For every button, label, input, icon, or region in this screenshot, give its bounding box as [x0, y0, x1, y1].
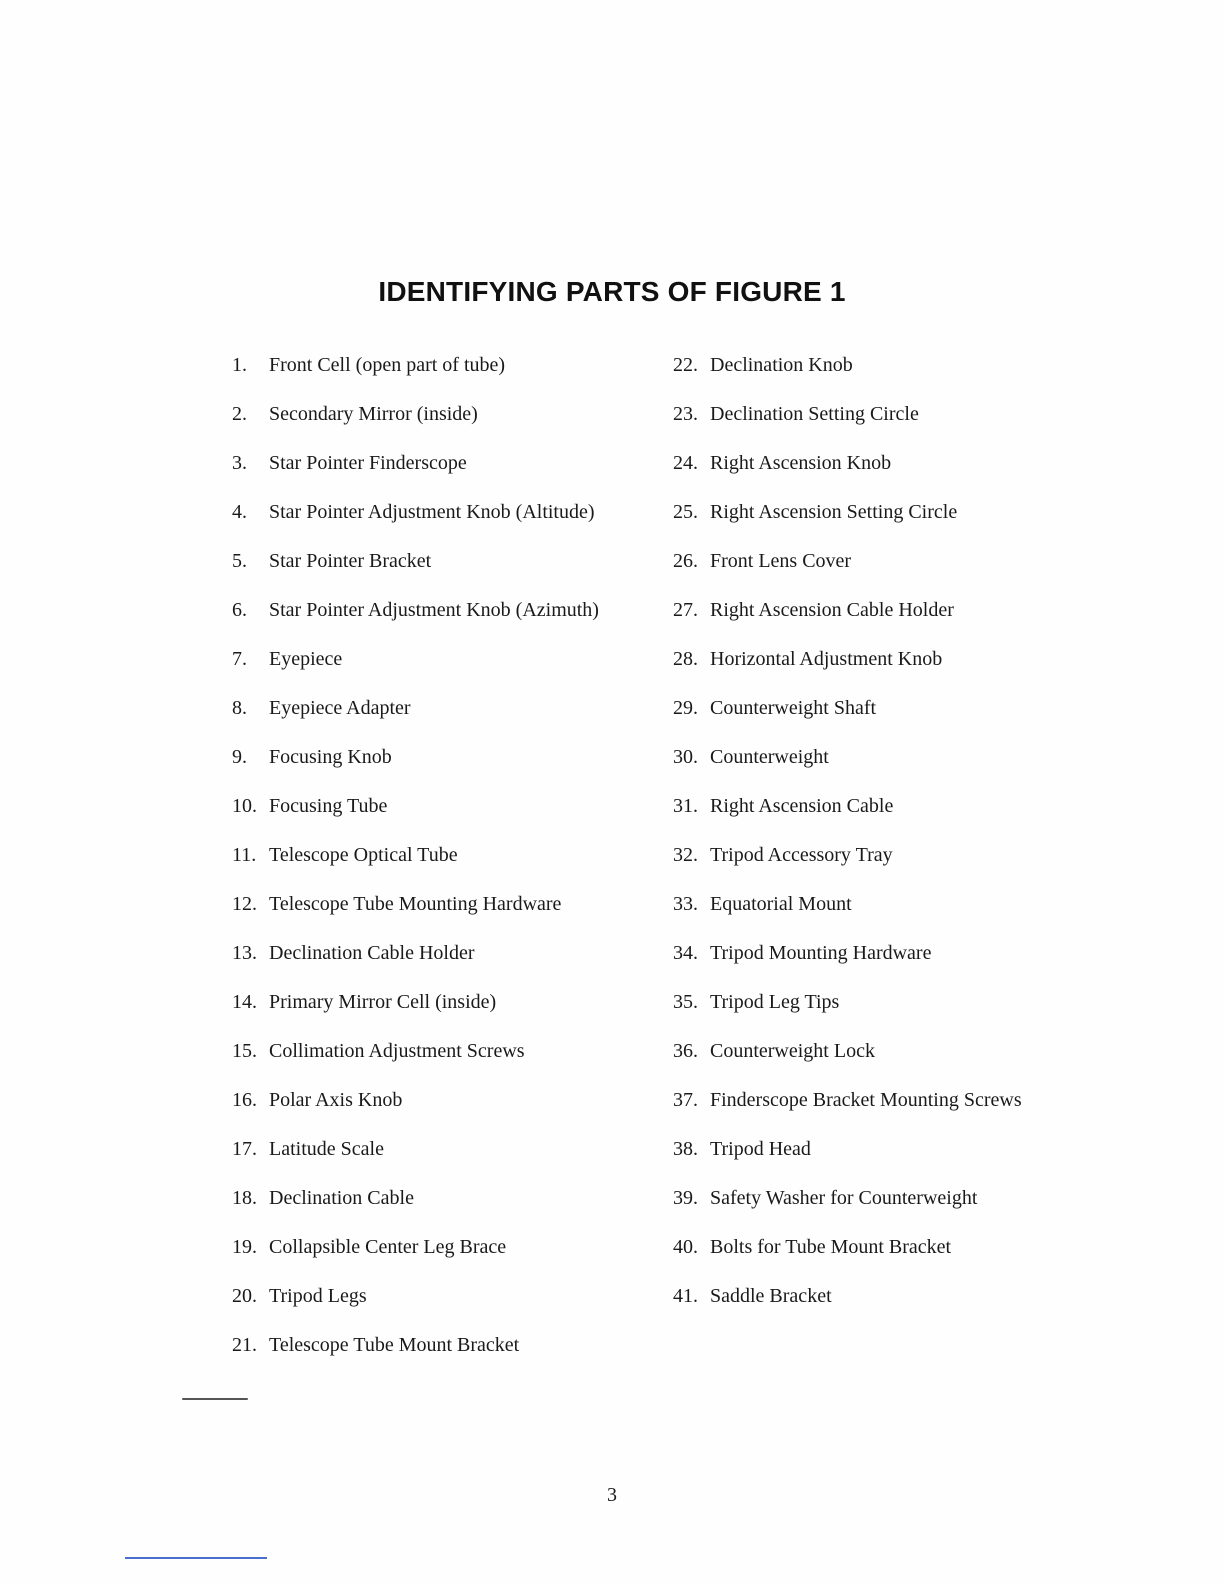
item-number: 28. [673, 648, 698, 670]
page-number: 3 [607, 1484, 617, 1506]
item-label: Primary Mirror Cell (inside) [269, 991, 497, 1013]
item-number: 15. [232, 1040, 257, 1062]
item-number: 20. [232, 1285, 257, 1307]
item-number: 29. [673, 697, 698, 719]
item-number: 30. [673, 746, 698, 768]
item-label: Focusing Knob [269, 746, 392, 768]
item-number: 33. [673, 893, 698, 915]
list-item [232, 890, 652, 939]
list-item [232, 939, 652, 988]
item-label: Latitude Scale [269, 1138, 384, 1160]
item-label: Front Cell (open part of tube) [269, 354, 506, 376]
list-item [673, 596, 1113, 645]
item-number: 40. [673, 1236, 698, 1258]
item-label: Collimation Adjustment Screws [269, 1040, 525, 1062]
list-item [673, 449, 1113, 498]
item-label: Eyepiece [269, 648, 343, 670]
bottom-rule [125, 1557, 267, 1559]
item-number: 13. [232, 942, 257, 964]
item-number: 41. [673, 1285, 698, 1307]
page-title: IDENTIFYING PARTS OF FIGURE 1 [378, 276, 846, 307]
list-item [673, 1184, 1113, 1233]
list-item [232, 1037, 652, 1086]
item-number: 2. [232, 403, 247, 425]
item-number: 37. [673, 1089, 698, 1111]
list-item [232, 1184, 652, 1233]
item-number: 25. [673, 501, 698, 523]
item-label: Tripod Mounting Hardware [710, 942, 932, 964]
list-item [232, 1233, 652, 1282]
list-item [232, 1086, 652, 1135]
item-label: Counterweight Lock [710, 1040, 875, 1062]
list-item [673, 1233, 1113, 1282]
list-item [232, 498, 652, 547]
list-item [232, 547, 652, 596]
item-number: 34. [673, 942, 698, 964]
list-item [232, 988, 652, 1037]
item-number: 8. [232, 697, 247, 719]
item-label: Counterweight [710, 746, 829, 768]
item-label: Star Pointer Adjustment Knob (Azimuth) [269, 599, 599, 621]
item-label: Tripod Legs [269, 1285, 367, 1307]
item-label: Telescope Tube Mounting Hardware [269, 893, 562, 915]
item-number: 9. [232, 746, 247, 768]
item-label: Tripod Head [710, 1138, 811, 1160]
item-number: 36. [673, 1040, 698, 1062]
scan-mark [182, 1398, 248, 1400]
item-number: 7. [232, 648, 247, 670]
item-number: 35. [673, 991, 698, 1013]
item-label: Right Ascension Cable [710, 795, 894, 817]
item-number: 18. [232, 1187, 257, 1209]
list-item [673, 890, 1113, 939]
item-number: 17. [232, 1138, 257, 1160]
item-number: 11. [232, 844, 257, 866]
item-label: Equatorial Mount [710, 893, 852, 915]
list-item [673, 400, 1113, 449]
item-number: 39. [673, 1187, 698, 1209]
item-number: 24. [673, 452, 698, 474]
item-label: Right Ascension Knob [710, 452, 892, 474]
item-number: 22. [673, 354, 698, 376]
item-label: Star Pointer Bracket [269, 550, 432, 572]
list-item [232, 596, 652, 645]
list-item [673, 1135, 1113, 1184]
item-label: Declination Cable [269, 1187, 414, 1209]
list-item [673, 694, 1113, 743]
list-item [673, 841, 1113, 890]
list-item [232, 792, 652, 841]
list-item [232, 1282, 652, 1331]
list-item [232, 841, 652, 890]
list-item [232, 645, 652, 694]
item-label: Counterweight Shaft [710, 697, 877, 719]
list-item [673, 1037, 1113, 1086]
item-label: Right Ascension Cable Holder [710, 599, 954, 621]
list-item [673, 1086, 1113, 1135]
list-item [232, 1331, 652, 1380]
item-number: 31. [673, 795, 698, 817]
item-number: 6. [232, 599, 247, 621]
item-label: Saddle Bracket [710, 1285, 832, 1307]
item-label: Front Lens Cover [710, 550, 852, 572]
item-label: Bolts for Tube Mount Bracket [710, 1236, 952, 1258]
item-number: 5. [232, 550, 247, 572]
list-item [673, 988, 1113, 1037]
item-label: Star Pointer Finderscope [269, 452, 467, 474]
item-label: Right Ascension Setting Circle [710, 501, 958, 523]
item-number: 27. [673, 599, 698, 621]
item-number: 4. [232, 501, 247, 523]
item-label: Tripod Accessory Tray [710, 844, 893, 866]
item-number: 26. [673, 550, 698, 572]
item-label: Collapsible Center Leg Brace [269, 1236, 507, 1258]
item-number: 38. [673, 1138, 698, 1160]
list-item [673, 645, 1113, 694]
item-label: Tripod Leg Tips [710, 991, 840, 1013]
item-label: Focusing Tube [269, 795, 388, 817]
item-number: 10. [232, 795, 257, 817]
list-item [232, 743, 652, 792]
item-label: Safety Washer for Counterweight [710, 1187, 978, 1209]
list-item [673, 498, 1113, 547]
item-number: 14. [232, 991, 257, 1013]
list-item [232, 694, 652, 743]
item-number: 19. [232, 1236, 257, 1258]
parts-list-left [232, 351, 652, 1380]
item-number: 23. [673, 403, 698, 425]
list-item [232, 351, 652, 400]
item-label: Star Pointer Adjustment Knob (Altitude) [269, 501, 595, 523]
item-number: 21. [232, 1334, 257, 1356]
parts-list-right [673, 351, 1113, 1331]
item-number: 12. [232, 893, 257, 915]
item-label: Horizontal Adjustment Knob [710, 648, 943, 670]
list-item [673, 743, 1113, 792]
item-label: Declination Knob [710, 354, 853, 376]
item-number: 32. [673, 844, 698, 866]
list-item [232, 400, 652, 449]
list-item [673, 1282, 1113, 1331]
item-label: Secondary Mirror (inside) [269, 403, 478, 425]
item-label: Polar Axis Knob [269, 1089, 403, 1111]
item-number: 3. [232, 452, 247, 474]
list-item [673, 351, 1113, 400]
item-label: Eyepiece Adapter [269, 697, 411, 719]
item-number: 1. [232, 354, 247, 376]
list-item [673, 792, 1113, 841]
list-item [673, 939, 1113, 988]
list-item [232, 1135, 652, 1184]
item-number: 16. [232, 1089, 257, 1111]
item-label: Telescope Tube Mount Bracket [269, 1334, 520, 1356]
item-label: Declination Setting Circle [710, 403, 919, 425]
list-item [232, 449, 652, 498]
item-label: Telescope Optical Tube [269, 844, 458, 866]
item-label: Finderscope Bracket Mounting Screws [710, 1089, 1022, 1111]
list-item [673, 547, 1113, 596]
item-label: Declination Cable Holder [269, 942, 475, 964]
